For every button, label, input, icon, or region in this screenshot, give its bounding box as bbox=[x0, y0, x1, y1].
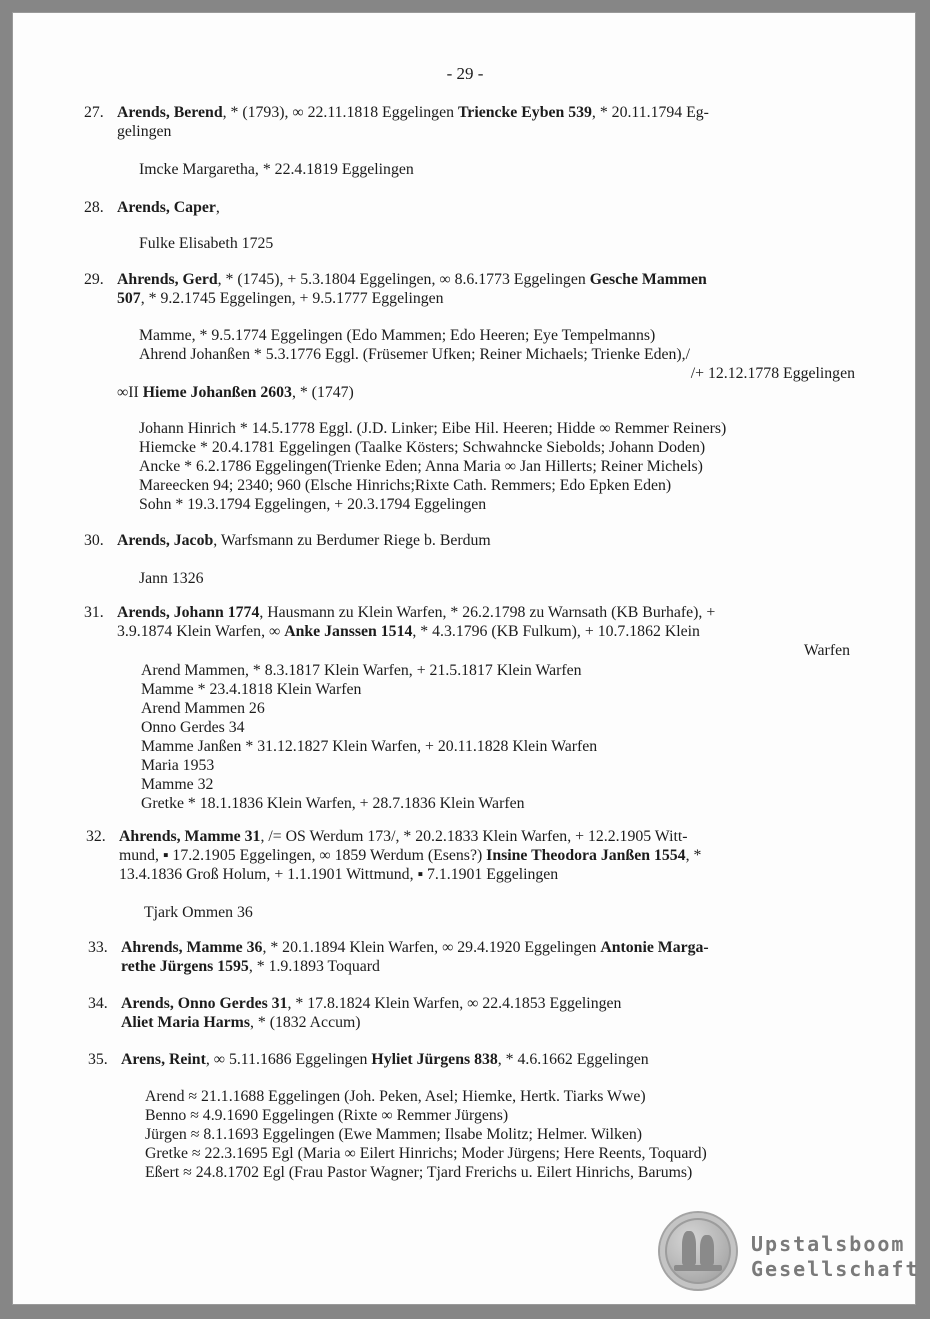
child-line: Sohn * 19.3.1794 Eggelingen, + 20.3.1794 Eggelingen bbox=[139, 496, 487, 513]
watermark-line: Upstalsboom bbox=[751, 1232, 906, 1256]
entry-details: mund, ▪ 17.2.1905 Eggelingen, ∞ 1859 Werdum (Esens?) bbox=[119, 847, 487, 864]
person-name: Ahrends, Gerd bbox=[117, 271, 218, 288]
entry-details: , * 20.1.1894 Klein Warfen, ∞ 29.4.1920 Eggelingen bbox=[262, 939, 601, 956]
person-name: Arends, Jacob bbox=[117, 532, 214, 549]
child-line: Johann Hinrich * 14.5.1778 Eggl. (J.D. Linker; Eibe Hil. Heeren; Hidde ∞ Remmer Reiners) bbox=[139, 420, 727, 437]
person-name: Arends, Caper bbox=[117, 199, 216, 216]
child-line: Mamme * 23.4.1818 Klein Warfen bbox=[141, 681, 362, 698]
watermark-line: Gesellschaft bbox=[751, 1257, 920, 1281]
society-seal-icon bbox=[660, 1213, 736, 1289]
child-line: Tjark Ommen 36 bbox=[144, 904, 253, 921]
spouse-number: 507 bbox=[117, 290, 141, 307]
child-line: Arend Mammen 26 bbox=[141, 700, 265, 717]
children-31 bbox=[141, 661, 861, 813]
children-30 bbox=[139, 569, 859, 588]
entry-details: , * bbox=[685, 847, 702, 864]
child-line: Onno Gerdes 34 bbox=[141, 719, 245, 736]
person-name: Ahrends, Mamme 31 bbox=[119, 828, 261, 845]
spouse-name: Anke Janssen 1514 bbox=[284, 623, 413, 640]
society-watermark bbox=[751, 1232, 920, 1282]
entry-details: , bbox=[215, 199, 220, 216]
entry-details: , * 20.11.1794 Eg- bbox=[591, 104, 709, 121]
entry-number: 34. bbox=[88, 995, 108, 1012]
child-line: /+ 12.12.1778 Eggelingen bbox=[690, 365, 855, 382]
child-line: Mamme, * 9.5.1774 Eggelingen (Edo Mammen; Edo Heeren; Eye Tempelmanns) bbox=[139, 327, 656, 344]
entry-30 bbox=[84, 531, 854, 550]
entry-31 bbox=[84, 603, 854, 660]
spouse-name: Gesche Mammen bbox=[589, 271, 707, 288]
entry-number: 28. bbox=[84, 199, 104, 216]
entry-details: , Hausmann zu Klein Warfen, * 26.2.1798 zu Warnsath (KB Burhafe), + bbox=[259, 604, 716, 621]
entry-35 bbox=[88, 1050, 858, 1069]
entry-details: , Warfsmann zu Berdumer Riege b. Berdum bbox=[213, 532, 491, 549]
entry-details: , * (1747) bbox=[291, 384, 354, 401]
entry-28 bbox=[84, 198, 854, 217]
entry-details: , * (1745), + 5.3.1804 Eggelingen, ∞ 8.6.1773 Eggelingen bbox=[217, 271, 590, 288]
child-line: Eßert ≈ 24.8.1702 Egl (Frau Pastor Wagner; Tjard Frerichs u. Eilert Hinrichs, Barums) bbox=[145, 1164, 693, 1181]
children-35 bbox=[145, 1087, 865, 1182]
entry-29 bbox=[84, 270, 854, 308]
spouse-name: Hyliet Jürgens 838 bbox=[371, 1051, 498, 1068]
person-name: Arends, Onno Gerdes 31 bbox=[121, 995, 288, 1012]
child-line: Maria 1953 bbox=[141, 757, 215, 774]
person-name: Arends, Berend bbox=[117, 104, 223, 121]
entry-number: 35. bbox=[88, 1051, 108, 1068]
children-29 bbox=[139, 326, 859, 383]
entry-details: Warfen bbox=[803, 642, 850, 659]
child-line: Jann 1326 bbox=[139, 570, 204, 587]
spouse-name: Hieme Johanßen 2603 bbox=[142, 384, 292, 401]
entry-number: 29. bbox=[84, 271, 104, 288]
entry-details: , * 4.6.1662 Eggelingen bbox=[497, 1051, 649, 1068]
child-line: Ancke * 6.2.1786 Eggelingen(Trienke Eden; Anna Maria ∞ Jan Hillerts; Reiner Michels) bbox=[139, 458, 703, 475]
children-32 bbox=[144, 903, 864, 922]
entry-33 bbox=[88, 938, 858, 976]
second-marriage-symbol: ∞II bbox=[117, 384, 143, 401]
entry-details: , ∞ 5.11.1686 Eggelingen bbox=[205, 1051, 372, 1068]
entry-details: , * 1.9.1893 Toquard bbox=[248, 958, 380, 975]
entry-32 bbox=[86, 827, 856, 884]
entry-number: 31. bbox=[84, 604, 104, 621]
entry-number: 30. bbox=[84, 532, 104, 549]
children-29-second bbox=[139, 419, 859, 514]
children-28 bbox=[139, 234, 859, 253]
child-line: Arend Mammen, * 8.3.1817 Klein Warfen, + 21.5.1817 Klein Warfen bbox=[141, 662, 582, 679]
entry-details: 3.9.1874 Klein Warfen, ∞ bbox=[117, 623, 285, 640]
child-line: Gretke ≈ 22.3.1695 Egl (Maria ∞ Eilert Hinrichs; Moder Jürgens; Here Reents, Toquard) bbox=[145, 1145, 707, 1162]
child-line: Jürgen ≈ 8.1.1693 Eggelingen (Ewe Mammen; Ilsabe Molitz; Helmer. Wilken) bbox=[145, 1126, 643, 1143]
entry-number: 33. bbox=[88, 939, 108, 956]
person-name: Arens, Reint bbox=[121, 1051, 206, 1068]
entry-details: , * 17.8.1824 Klein Warfen, ∞ 22.4.1853 Eggelingen bbox=[287, 995, 622, 1012]
child-line: Imcke Margaretha, * 22.4.1819 Eggelingen bbox=[139, 161, 414, 178]
entry-34 bbox=[88, 994, 858, 1032]
child-line: Gretke * 18.1.1836 Klein Warfen, + 28.7.1836 Klein Warfen bbox=[141, 795, 525, 812]
child-line: Fulke Elisabeth 1725 bbox=[139, 235, 274, 252]
child-line: Hiemcke * 20.4.1781 Eggelingen (Taalke Kösters; Schwahncke Siebolds; Johann Doden) bbox=[139, 439, 706, 456]
entry-details: 13.4.1836 Groß Holum, + 1.1.1901 Wittmund, ▪ 7.1.1901 Eggelingen bbox=[119, 866, 559, 883]
entry-details: , * 9.2.1745 Eggelingen, + 9.5.1777 Eggelingen bbox=[140, 290, 444, 307]
entry-number: 27. bbox=[84, 104, 104, 121]
entry-details: gelingen bbox=[117, 123, 172, 140]
second-marriage bbox=[117, 383, 354, 402]
child-line: Arend ≈ 21.1.1688 Eggelingen (Joh. Peken, Asel; Hiemke, Hertk. Tiarks Wwe) bbox=[145, 1088, 646, 1105]
person-name: Arends, Johann 1774 bbox=[117, 604, 260, 621]
entry-details: , * (1832 Accum) bbox=[249, 1014, 361, 1031]
child-line: Benno ≈ 4.9.1690 Eggelingen (Rixte ∞ Remmer Jürgens) bbox=[145, 1107, 509, 1124]
child-line: Mamme 32 bbox=[141, 776, 214, 793]
entry-27 bbox=[84, 103, 854, 141]
spouse-name: Aliet Maria Harms bbox=[121, 1014, 250, 1031]
page-number: - 29 - bbox=[446, 64, 484, 83]
child-line: Mamme Janßen * 31.12.1827 Klein Warfen, + 20.11.1828 Klein Warfen bbox=[141, 738, 598, 755]
entry-details: , * 4.3.1796 (KB Fulkum), + 10.7.1862 Klein bbox=[412, 623, 700, 640]
spouse-name: Antonie Marga- bbox=[600, 939, 709, 956]
entry-number: 32. bbox=[86, 828, 106, 845]
spouse-name: Insine Theodora Janßen 1554 bbox=[486, 847, 686, 864]
spouse-name: Triencke Eyben 539 bbox=[457, 104, 592, 121]
entry-details: , /= OS Werdum 173/, * 20.2.1833 Klein Warfen, + 12.2.1905 Witt- bbox=[260, 828, 688, 845]
person-name: Ahrends, Mamme 36 bbox=[121, 939, 263, 956]
child-line: Ahrend Johanßen * 5.3.1776 Eggl. (Früsemer Ufken; Reiner Michaels; Trienke Eden),/ bbox=[139, 346, 691, 363]
spouse-name: rethe Jürgens 1595 bbox=[121, 958, 249, 975]
entry-details: , * (1793), ∞ 22.11.1818 Eggelingen bbox=[222, 104, 458, 121]
children-27 bbox=[139, 160, 859, 179]
child-line: Mareecken 94; 2340; 960 (Elsche Hinrichs;Rixte Cath. Remmers; Edo Epken Eden) bbox=[139, 477, 672, 494]
